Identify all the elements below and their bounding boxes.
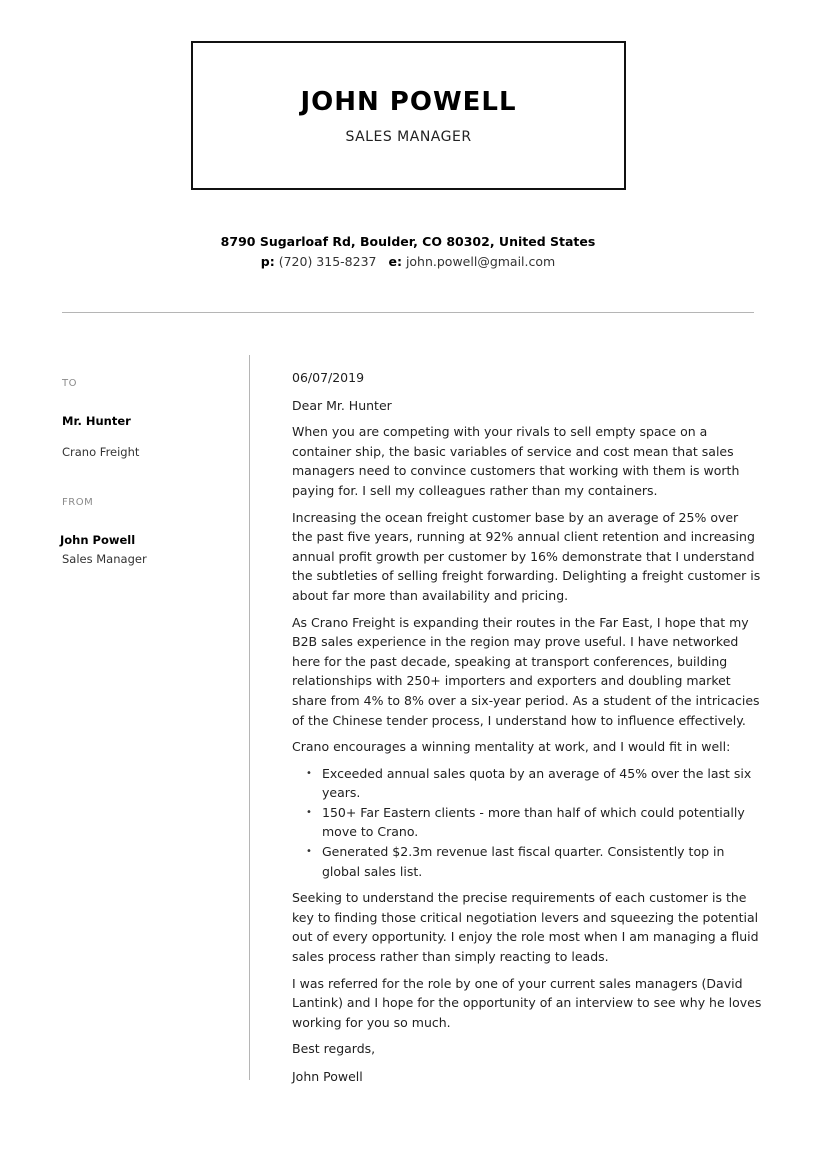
applicant-title: SALES MANAGER [345,129,472,145]
recipient-name: Mr. Hunter [62,414,131,428]
recipient-company: Crano Freight [62,445,140,459]
to-label: TO [62,378,77,389]
applicant-name: JOHN POWELL [300,87,517,117]
paragraph: When you are competing with your rivals to sell empty space on a container ship, the basic variables of service and cost mean that sales managers need to convince customers that working with them is worth paying for. I sell my colleagues rather than my containers. [292,424,740,498]
header-box [191,41,626,190]
contact-line [0,254,816,270]
phone-label: p: [260,254,275,269]
closing: Best regards, [292,1041,376,1057]
paragraph: Crano encourages a winning mentality at work, and I would fit in well: [292,739,731,755]
vertical-divider [249,355,250,1080]
list-item: • 150+ Far Eastern clients - more than half of which could potentially move to Crano. [322,803,762,842]
email-address: john.powell@gmail.com [405,254,556,269]
paragraph: Seeking to understand the precise requirements of each customer is the key to finding those critical negotiation levers and squeezing the potential out of every opportunity. I enjoy the role most when I am managing a fluid sales process rather than simply reacting to leads. [292,890,759,965]
contact-block [0,234,816,270]
paragraph: I was referred for the role by one of your current sales managers (David Lantink) and I hope for the opportunity of an interview to see why he loves working for you so much. [292,975,762,1030]
sender-name: John Powell [60,533,136,547]
letter-date: 06/07/2019 [292,370,365,385]
list-item: • Exceeded annual sales quota by an average of 45% over the last six years. [322,764,762,803]
from-label: FROM [62,497,94,508]
paragraph: As Crano Freight is expanding their routes in the Far East, I hope that my B2B sales experience in the region may prove useful. I have networked here for the past decade, speaking at transport conferences, building relationships with 250+ importers and exporters and doubling market share from 4% to 8% over a six-year period. As a student of the intricacies of the Chinese tender process, I understand how to influence effectively. [292,614,760,728]
horizontal-divider [62,312,754,313]
contact-address: 8790 Sugarloaf Rd, Boulder, CO 80302, United States [220,234,596,249]
phone-number: (720) 315-8237 [278,254,377,269]
salutation: Dear Mr. Hunter [292,397,392,413]
letter-body [292,368,762,1094]
email-label: e: [388,254,402,269]
signature: John Powell [292,1069,363,1084]
list-item: • Generated $2.3m revenue last fiscal quarter. Consistently top in global sales list. [322,842,762,881]
sender-title: Sales Manager [62,552,147,566]
achievement-list [292,764,762,882]
paragraph: Increasing the ocean freight customer base by an average of 25% over the past five years, running at 92% annual client retention and increasing annual profit growth per customer by 16% demonstrate that I understand the subtleties of selling freight forwarding. Delighting a freight customer is about far more than availability and pricing. [292,509,761,603]
